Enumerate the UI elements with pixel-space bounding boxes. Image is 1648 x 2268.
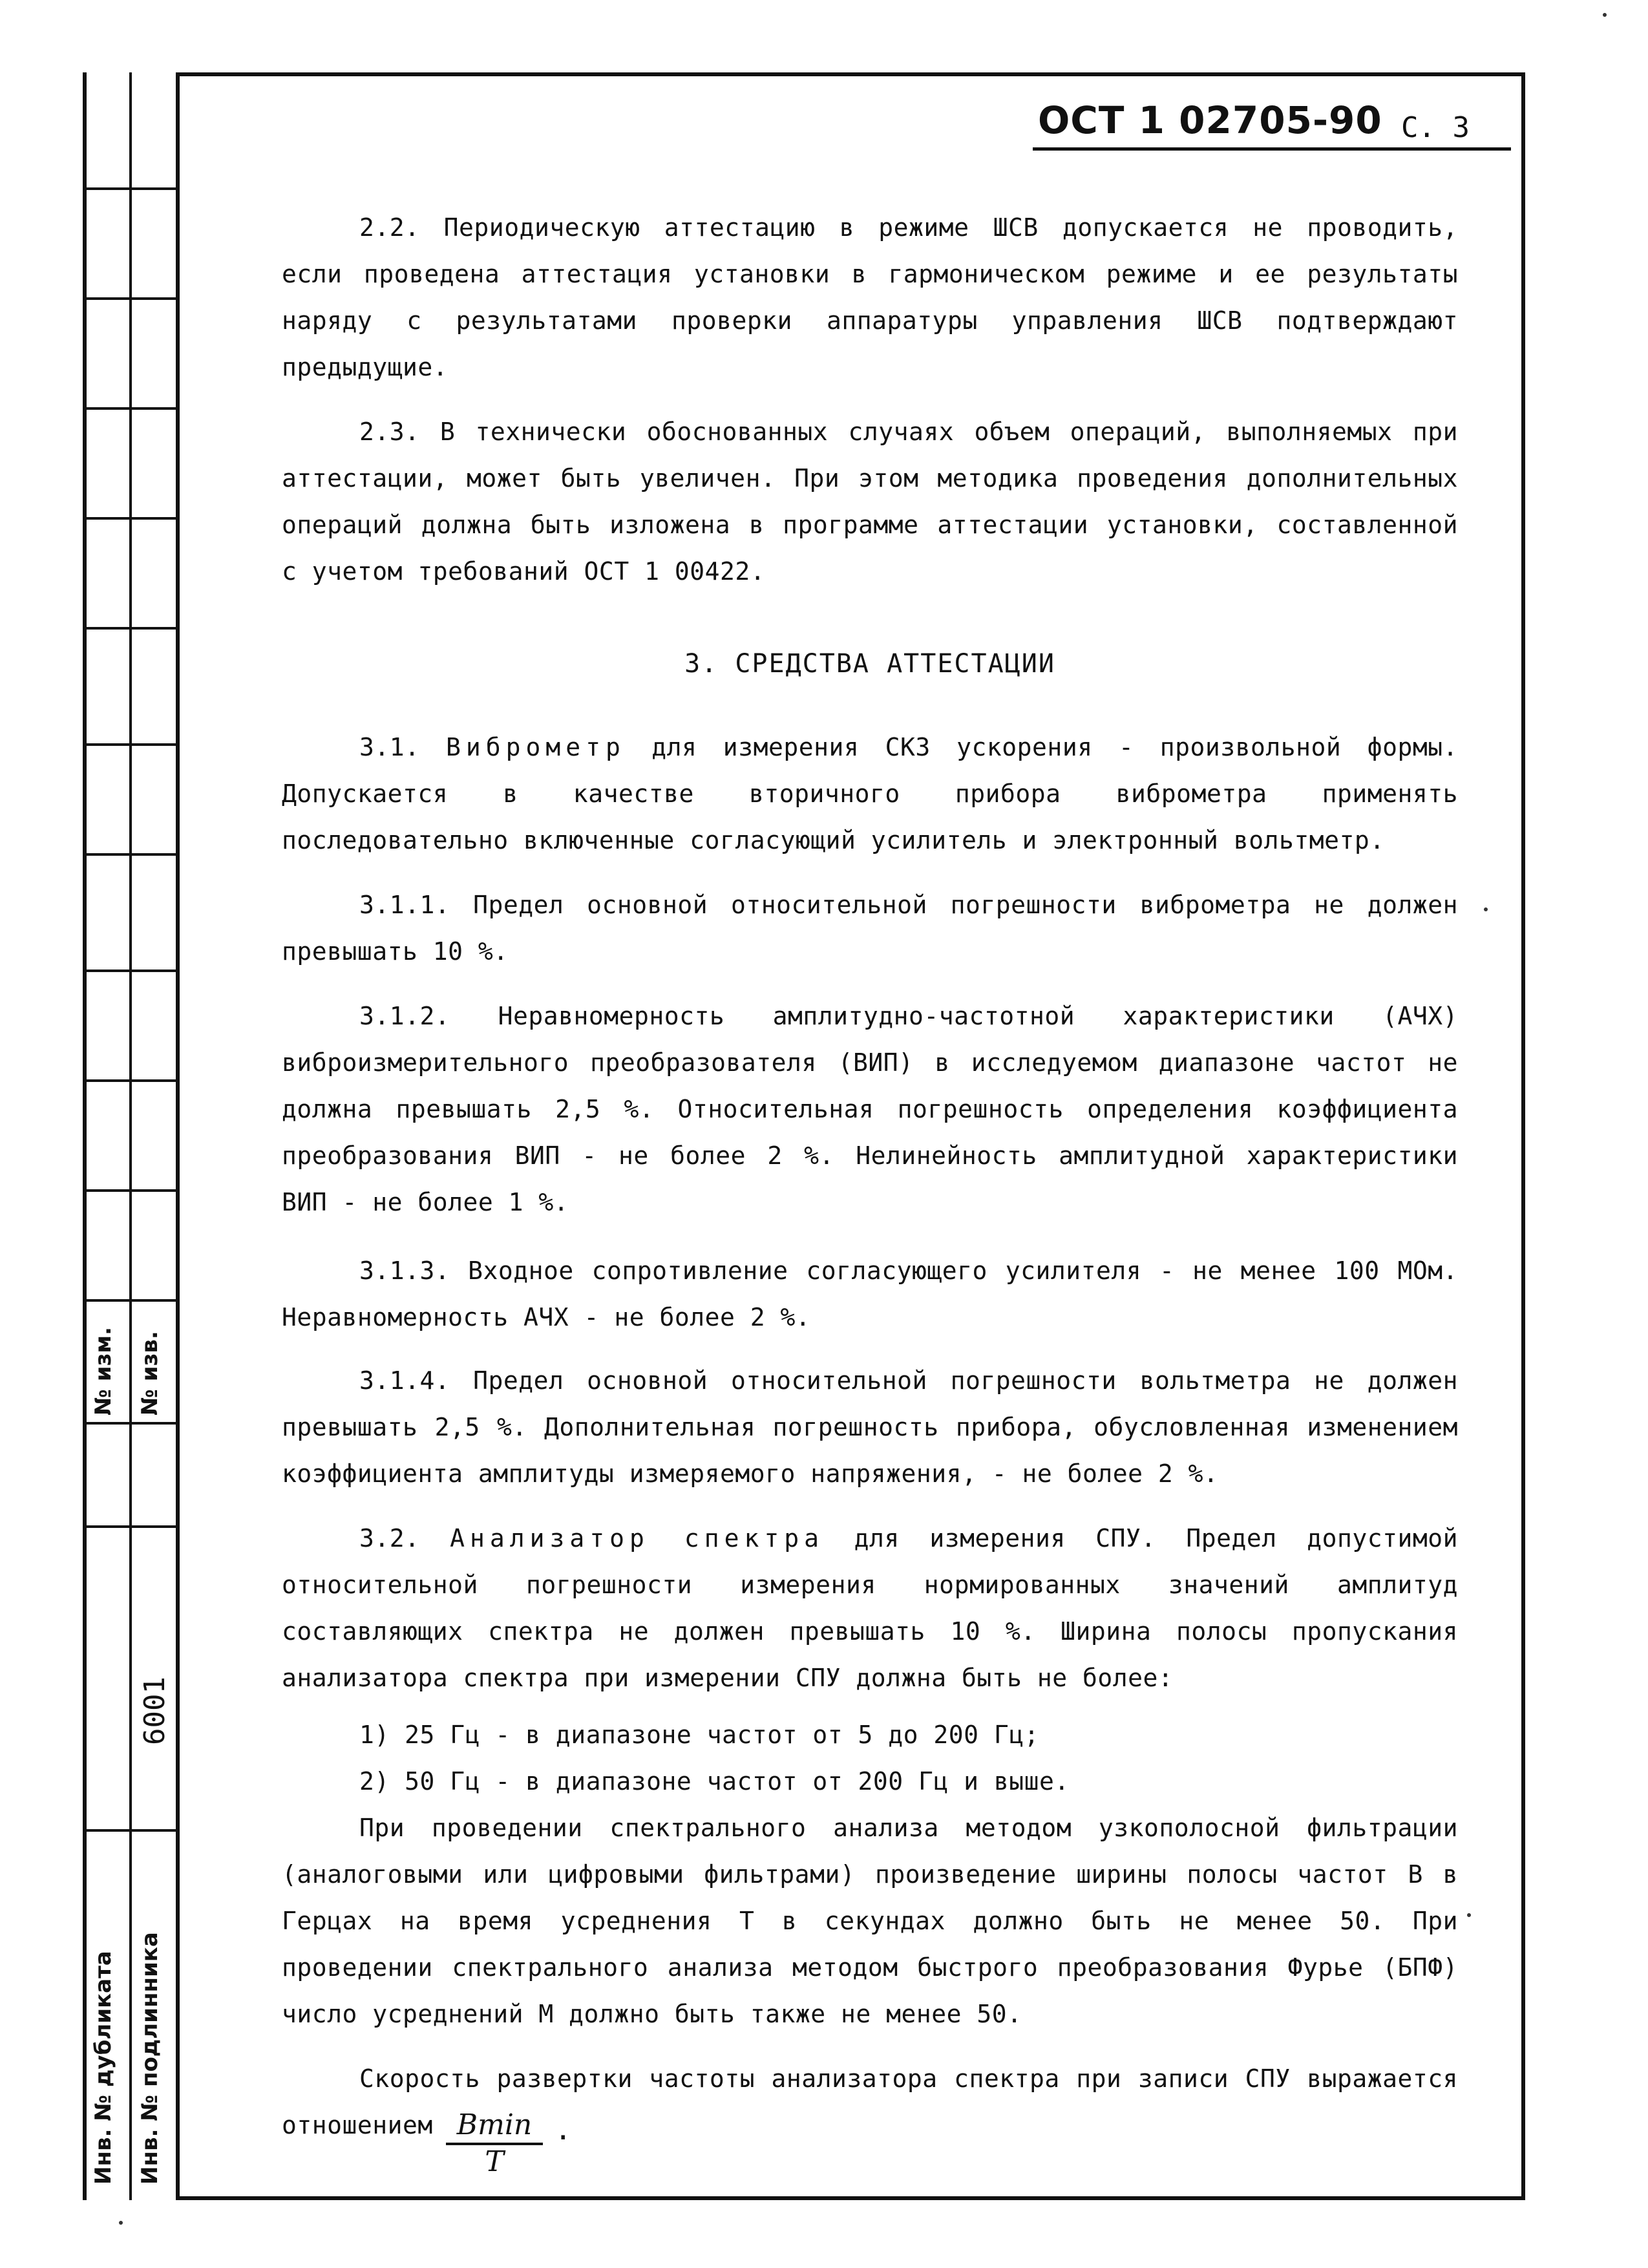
section-heading: 3. СРЕДСТВА АТТЕСТАЦИИ <box>684 649 1055 679</box>
ratio-formula <box>446 2108 543 2178</box>
strip-cell-line <box>83 407 176 410</box>
strip-cell-line <box>83 743 176 746</box>
paragraph-3-1: 3.1. Виброметр для измерения СКЗ ускорения - произвольной формы. Допускается в качестве вторичного прибора виброметра применять последовательно включенные согласующий усилитель и электронный вольтметр. <box>282 733 1458 854</box>
scan-speck <box>119 2221 123 2225</box>
scan-speck <box>1467 1913 1471 1917</box>
strip-cell-line <box>83 297 176 300</box>
formula-numerator: Bmin <box>446 2108 543 2145</box>
strip-label-izm: № изм. <box>90 1326 116 1415</box>
strip-cell-line <box>83 187 176 190</box>
strip-cell-line <box>83 970 176 972</box>
strip-cell-line <box>83 1299 176 1302</box>
formula-period: . <box>555 2114 572 2146</box>
scan-speck <box>1484 907 1488 911</box>
strip-label-dubl: Инв. № дубликата <box>90 1951 116 2185</box>
paragraph-3-1-2: 3.1.2. Неравномерность амплитудно-частотной характеристики (АЧХ) виброизмерительного преобразователя (ВИП) в исследуемом диапазоне частот не должна превышать 2,5 %. Относительная погрешность определения коэффициента преобразования ВИП - не более 2 %. Нелинейность амплитудной характеристики ВИП - не более 1 %. <box>282 1002 1458 1216</box>
strip-cell-line <box>83 1829 176 1832</box>
page-number: С. 3 <box>1401 111 1470 144</box>
paragraph-analysis: При проведении спектрального анализа методом узкополосной фильтрации (аналоговыми или цифровыми фильтрами) произведение ширины полосы частот B в Герцах на время усреднения T в секундах должно быть не менее 50. При проведении спектрального анализа методом быстрого преобразования Фурье (БПФ) число усреднений M должно быть также не менее 50. <box>282 1814 1458 2028</box>
strip-cell-line <box>83 627 176 630</box>
strip-cell-line <box>83 1422 176 1425</box>
list-item-1: 1) 25 Гц - в диапазоне частот от 5 до 200 Гц; <box>359 1721 1040 1749</box>
strip-cell-line <box>83 1189 176 1192</box>
scan-speck <box>1603 13 1607 17</box>
strip-number: 6001 <box>138 1677 171 1745</box>
header-underline <box>1033 147 1511 151</box>
list-item-2: 2) 50 Гц - в диапазоне частот от 200 Гц и выше. <box>359 1767 1070 1796</box>
paragraph-3-1-4: 3.1.4. Предел основной относительной погрешности вольтметра не должен превышать 2,5 %. Дополнительная погрешность прибора, обусловленная изменением коэффициента амплитуды измеряемого напряжения, - не более 2 %. <box>282 1366 1458 1488</box>
paragraph-3-1-1: 3.1.1. Предел основной относительной погрешности виброметра не должен превышать 10 %. <box>282 891 1458 966</box>
strip-cell-line <box>83 1525 176 1528</box>
strip-label-podl: Инв. № подлинника <box>137 1932 163 2185</box>
paragraph-speed: Скорость развертки частоты анализатора спектра при записи СПУ выражается отношением <box>282 2064 1458 2139</box>
strip-label-izv: № изв. <box>137 1331 163 1415</box>
paragraph-2-3: 2.3. В технически обоснованных случаях объем операций, выполняемых при аттестации, может быть увеличен. При этом методика проведения дополнительных операций должна быть изложена в программе аттестации установки, составленной с учетом требований ОСТ 1 00422. <box>282 418 1458 586</box>
paragraph-2-2: 2.2. Периодическую аттестацию в режиме ШСВ допускается не проводить, если проведена аттестация установки в гармоническом режиме и ее результаты наряду с результатами проверки аппаратуры управления ШСВ подтверждают предыдущие. <box>282 213 1458 381</box>
document-code: ОСТ 1 02705-90 <box>1038 98 1382 142</box>
strip-cell-line <box>83 1079 176 1082</box>
formula-denominator: T <box>485 2145 504 2178</box>
paragraph-3-1-3: 3.1.3. Входное сопротивление согласующего усилителя - не менее 100 МОм. Неравномерность АЧХ - не более 2 %. <box>282 1256 1458 1331</box>
stamp-strip-divider <box>129 72 132 2200</box>
paragraph-3-2: 3.2. Анализатор спектра для измерения СПУ. Предел допустимой относительной погрешности измерения нормированных значений амплитуд составляющих спектра не должен превышать 10 %. Ширина полосы пропускания анализатора спектра при измерении СПУ должна быть не более: <box>282 1524 1458 1692</box>
strip-cell-line <box>83 517 176 520</box>
strip-cell-line <box>83 853 176 856</box>
